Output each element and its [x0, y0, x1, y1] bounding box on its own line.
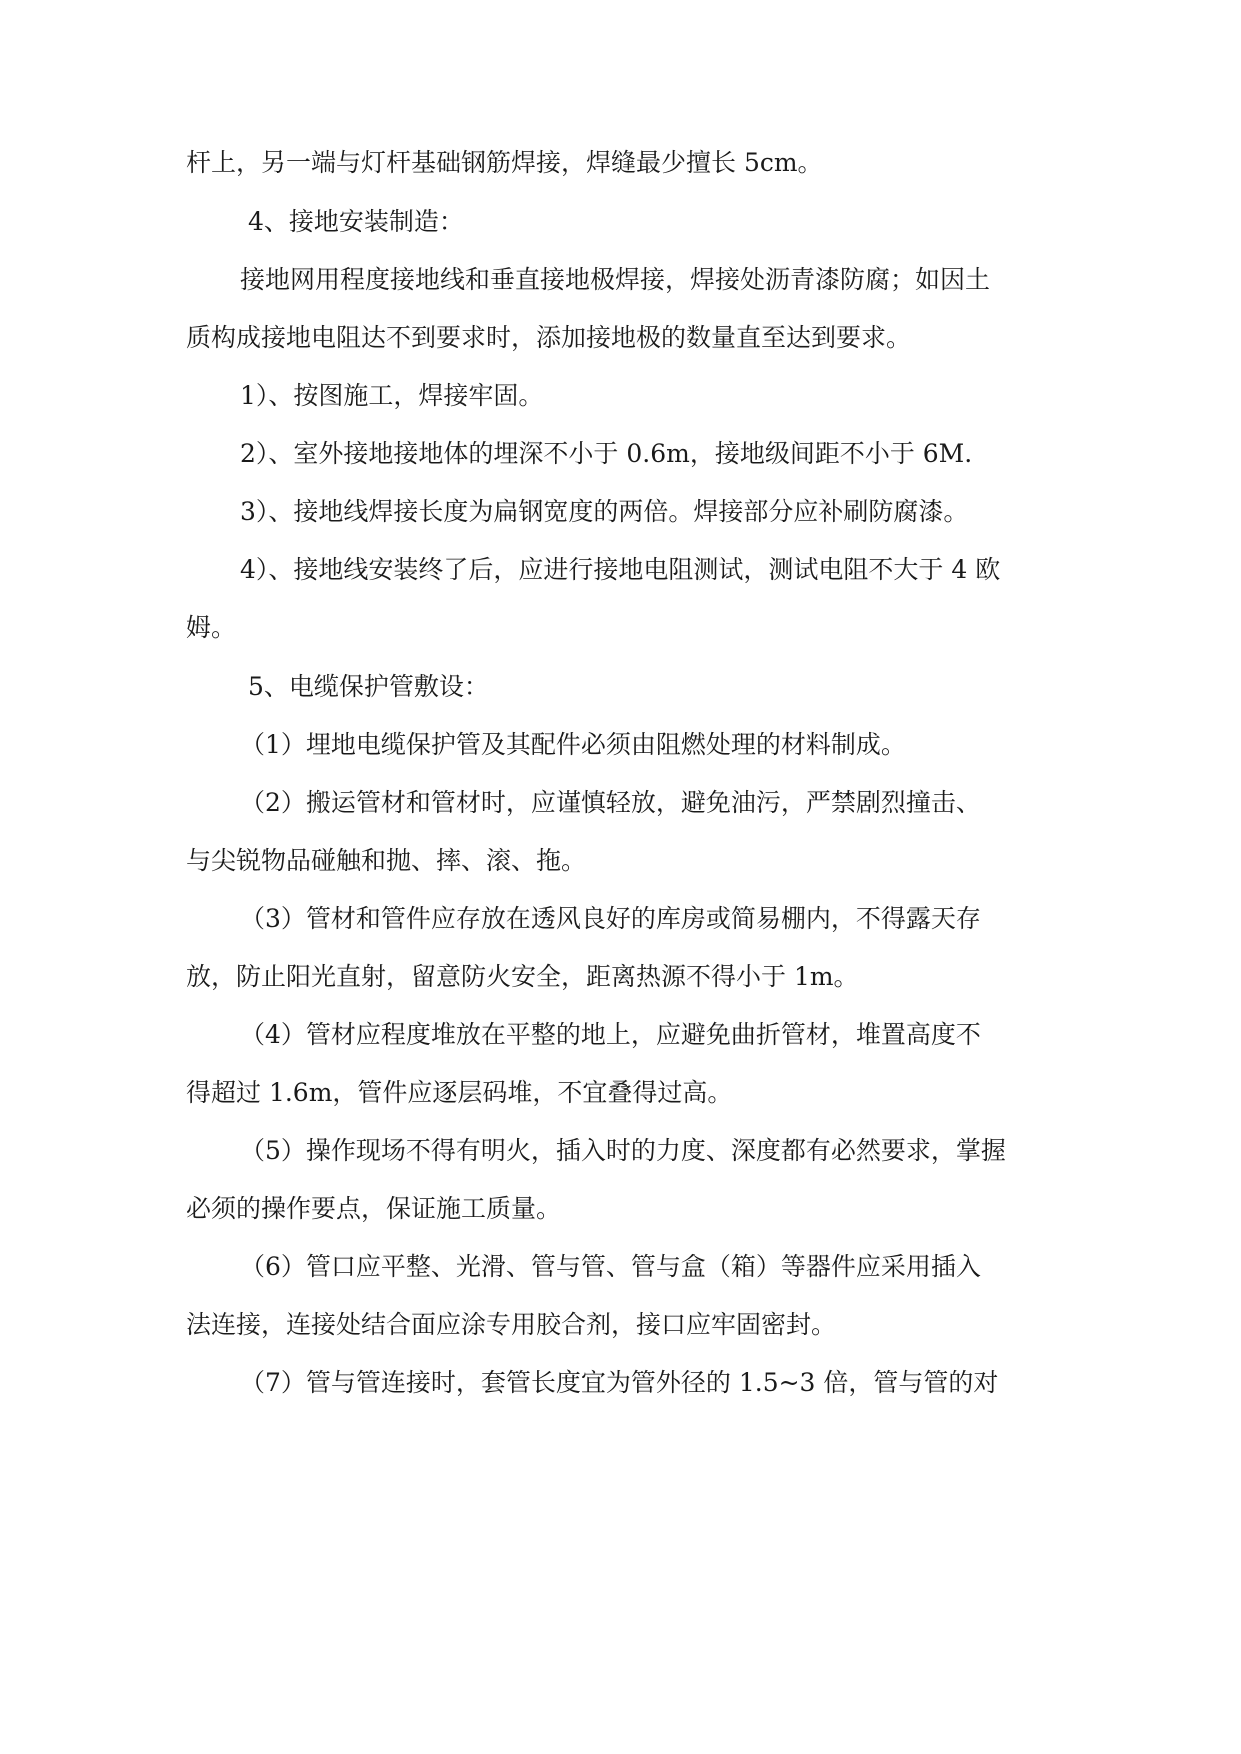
list-item-paren-1: （1）埋地电缆保护管及其配件必须由阻燃处理的材料制成。 — [240, 730, 906, 759]
list-item-paren-2: （2）搬运管材和管材时，应谨慎轻放，避免油污，严禁剧烈撞击、 — [240, 788, 981, 817]
list-item-paren-6: （6）管口应平整、光滑、管与管、管与盒（箱）等器件应采用插入 — [240, 1252, 981, 1281]
list-item-paren-7: （7）管与管连接时，套管长度宜为管外径的 1.5~3 倍，管与管的对 — [240, 1368, 999, 1397]
list-item-paren-3-continuation: 放，防止阳光直射，留意防火安全，距离热源不得小于 1m。 — [186, 962, 859, 991]
list-item-4-continuation: 姆。 — [186, 613, 237, 642]
paragraph-line: 接地网用程度接地线和垂直接地极焊接，焊接处沥青漆防腐；如因土 — [240, 265, 991, 294]
list-item-paren-5: （5）操作现场不得有明火，插入时的力度、深度都有必然要求，掌握 — [240, 1136, 1006, 1165]
list-item-paren-3: （3）管材和管件应存放在透风良好的库房或简易棚内，不得露天存 — [240, 904, 981, 933]
list-item-2: 2）、室外接地接地体的埋深不小于 0.6m，接地级间距不小于 6M. — [240, 439, 973, 468]
list-item-paren-2-continuation: 与尖锐物品碰触和抛、摔、滚、拖。 — [186, 846, 587, 875]
section-heading-cable-conduit: 5、电缆保护管敷设： — [248, 672, 489, 701]
list-item-paren-4-continuation: 得超过 1.6m，管件应逐层码堆，不宜叠得过高。 — [186, 1078, 733, 1107]
list-item-1: 1）、按图施工，焊接牢固。 — [240, 381, 544, 410]
list-item-3: 3）、接地线焊接长度为扁钢宽度的两倍。焊接部分应补刷防腐漆。 — [240, 497, 969, 526]
paragraph-line: 质构成接地电阻达不到要求时，添加接地极的数量直至达到要求。 — [186, 323, 912, 352]
list-item-paren-4: （4）管材应程度堆放在平整的地上，应避免曲折管材，堆置高度不 — [240, 1020, 981, 1049]
list-item-paren-5-continuation: 必须的操作要点，保证施工质量。 — [186, 1194, 562, 1223]
list-item-paren-6-continuation: 法连接，连接处结合面应涂专用胶合剂，接口应牢固密封。 — [186, 1310, 837, 1339]
list-item-4: 4）、接地线安装终了后，应进行接地电阻测试，测试电阻不大于 4 欧 — [240, 555, 1001, 584]
section-heading-grounding: 4、接地安装制造： — [248, 207, 464, 236]
text-line-continuation: 杆上，另一端与灯杆基础钢筋焊接，焊缝最少擅长 5cm。 — [186, 148, 823, 177]
